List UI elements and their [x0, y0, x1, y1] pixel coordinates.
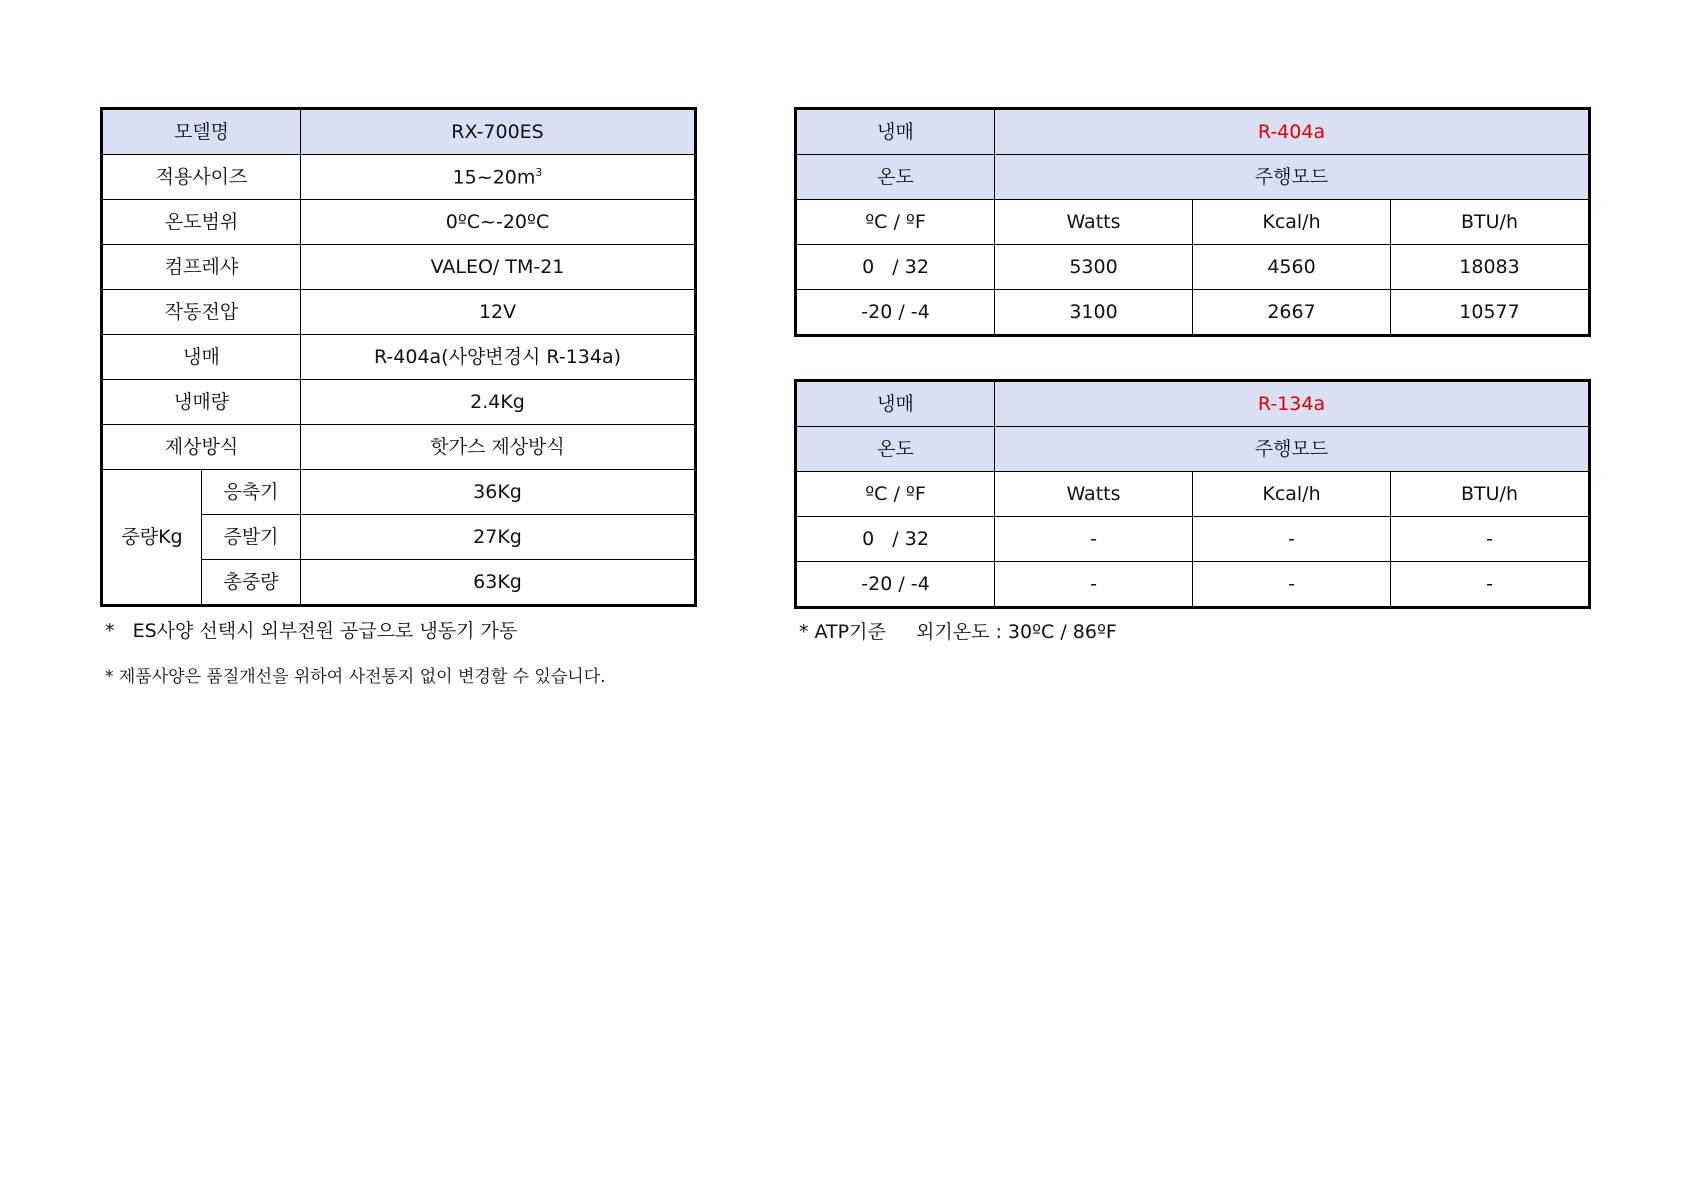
weight-sub-label: 총중량 [202, 560, 301, 605]
table-row [797, 562, 1589, 607]
column-header: ºC / ºF [797, 472, 995, 517]
spec-value: 2.4Kg [301, 380, 695, 425]
table-row [797, 290, 1589, 335]
driving-mode-label: 주행모드 [995, 427, 1589, 472]
spec-value [301, 155, 695, 200]
weight-label: 중량Kg [103, 470, 202, 605]
spec-row [103, 335, 695, 380]
table-cell: - [1391, 517, 1589, 562]
mode-row [797, 427, 1589, 472]
spec-header-row [103, 110, 695, 155]
spec-value: VALEO/ TM-21 [301, 245, 695, 290]
temperature-label: 온도 [797, 427, 995, 472]
model-label: 모델명 [103, 110, 301, 155]
column-header: Kcal/h [1193, 200, 1391, 245]
table-cell: - [1193, 517, 1391, 562]
spec-label: 컴프레샤 [103, 245, 301, 290]
spec-label: 작동전압 [103, 290, 301, 335]
column-header: BTU/h [1391, 200, 1589, 245]
table-cell: 5300 [995, 245, 1193, 290]
table-cell: 10577 [1391, 290, 1589, 335]
table-cell: - [995, 562, 1193, 607]
temperature-label: 온도 [797, 155, 995, 200]
column-header: Watts [995, 200, 1193, 245]
weight-value: 36Kg [301, 470, 695, 515]
model-value: RX-700ES [301, 110, 695, 155]
spec-table [102, 109, 695, 605]
column-header: ºC / ºF [797, 200, 995, 245]
table-cell: 18083 [1391, 245, 1589, 290]
spec-label: 제상방식 [103, 425, 301, 470]
column-header: BTU/h [1391, 472, 1589, 517]
refrigerant-label: 냉매 [797, 110, 995, 155]
column-header-row [797, 472, 1589, 517]
size-unit-exponent: 3 [535, 165, 543, 179]
spec-row [103, 200, 695, 245]
table-cell: 3100 [995, 290, 1193, 335]
refrigerant-row [797, 110, 1589, 155]
weight-sub-label: 응축기 [202, 470, 301, 515]
spec-row [103, 380, 695, 425]
table-cell: -20 / -4 [797, 290, 995, 335]
spec-row [103, 155, 695, 200]
table-cell: -20 / -4 [797, 562, 995, 607]
column-header: Watts [995, 472, 1193, 517]
size-value: 15~20m [452, 166, 536, 189]
refrigerant-label: 냉매 [797, 382, 995, 427]
table-cell: 0 / 32 [797, 517, 995, 562]
spec-value: 핫가스 제상방식 [301, 425, 695, 470]
table-row [797, 517, 1589, 562]
table-row [797, 245, 1589, 290]
refrigerant-value: R-134a [995, 382, 1589, 427]
column-header: Kcal/h [1193, 472, 1391, 517]
column-header-row [797, 200, 1589, 245]
atp-standard-note: * ATP기준 외기온도 : 30ºC / 86ºF [799, 621, 1117, 643]
driving-mode-label: 주행모드 [995, 155, 1589, 200]
performance-table-r134a [796, 381, 1589, 607]
spec-row [103, 290, 695, 335]
table-cell: 4560 [1193, 245, 1391, 290]
weight-sub-label: 증발기 [202, 515, 301, 560]
weight-value: 27Kg [301, 515, 695, 560]
spec-label: 적용사이즈 [103, 155, 301, 200]
spec-label: 냉매 [103, 335, 301, 380]
spec-value: 0ºC~-20ºC [301, 200, 695, 245]
spec-row [103, 245, 695, 290]
spec-change-note: * 제품사양은 품질개선을 위하여 사전통지 없이 변경할 수 있습니다. [105, 667, 606, 687]
table-cell: - [1193, 562, 1391, 607]
spec-label: 냉매량 [103, 380, 301, 425]
weight-value: 63Kg [301, 560, 695, 605]
table-cell: 0 / 32 [797, 245, 995, 290]
mode-row [797, 155, 1589, 200]
table-cell: - [995, 517, 1193, 562]
spec-value: R-404a(사양변경시 R-134a) [301, 335, 695, 380]
spec-row [103, 425, 695, 470]
table-cell: 2667 [1193, 290, 1391, 335]
spec-value: 12V [301, 290, 695, 335]
es-power-note: * ES사양 선택시 외부전원 공급으로 냉동기 가동 [105, 620, 518, 642]
refrigerant-row [797, 382, 1589, 427]
table-cell: - [1391, 562, 1589, 607]
performance-table-r404a [796, 109, 1589, 335]
spec-label: 온도범위 [103, 200, 301, 245]
weight-row [103, 470, 695, 515]
refrigerant-value: R-404a [995, 110, 1589, 155]
